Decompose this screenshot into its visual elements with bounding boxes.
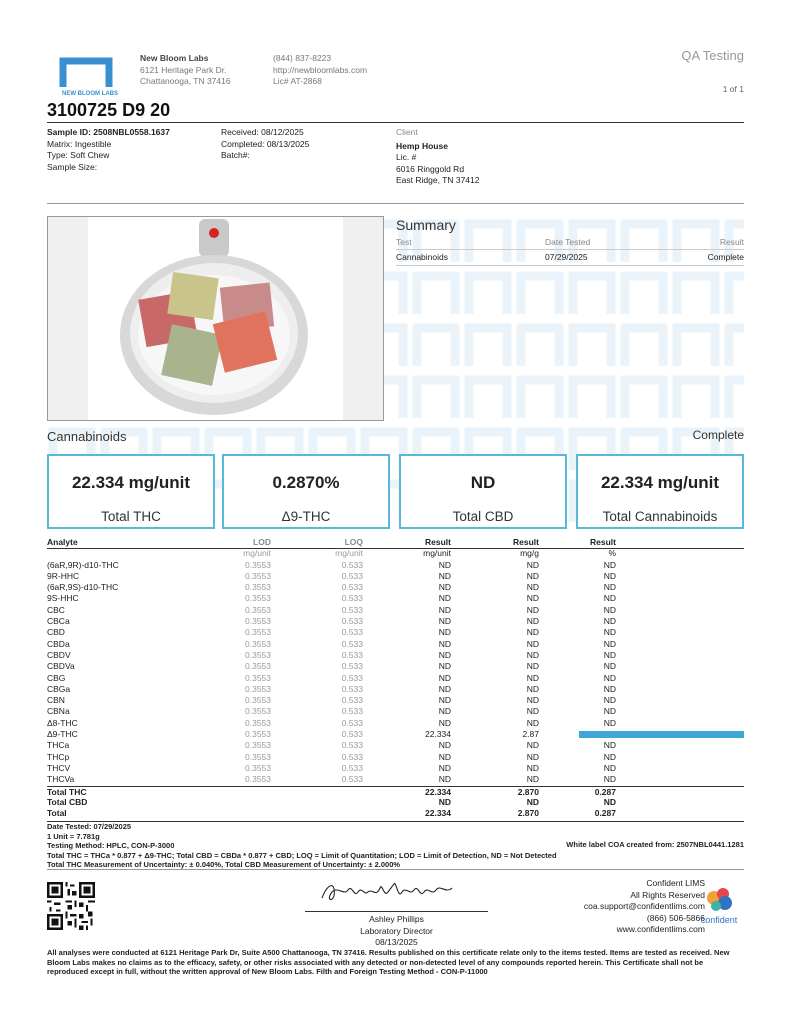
table-cell: 0.533 — [341, 729, 363, 740]
table-cell: LOQ — [344, 537, 363, 547]
sample-matrix: Matrix: Ingestible — [47, 138, 112, 149]
table-cell: ND — [603, 604, 616, 615]
card-value: 22.334 mg/unit — [71, 473, 191, 492]
table-cell: 0.3553 — [245, 638, 271, 649]
table-cell: 0.3553 — [245, 740, 271, 751]
table-row — [47, 605, 744, 616]
table-cell: 0.3553 — [245, 751, 271, 762]
table-cell: Result — [513, 537, 539, 547]
completed-date: Completed: 08/13/2025 — [221, 138, 310, 149]
table-cell: ND — [603, 559, 616, 570]
table-cell: ND — [603, 582, 616, 593]
table-cell: 0.3553 — [245, 661, 271, 672]
white-label-note: White label COA created from: 2507NBL0441.1281 — [566, 840, 744, 849]
table-cell: ND — [526, 616, 539, 627]
test-notes — [47, 822, 557, 870]
table-cell: 9R-HHC — [47, 570, 80, 581]
table-cell: 0.533 — [341, 604, 363, 615]
table-cell: 2.870 — [517, 808, 539, 819]
table-row — [47, 740, 744, 751]
table-cell: ND — [603, 706, 616, 717]
table-row — [47, 673, 744, 684]
table-cell: ND — [526, 751, 539, 762]
table-cell: ND — [603, 762, 616, 773]
table-row — [47, 571, 744, 582]
table-cell: 0.3553 — [245, 672, 271, 683]
table-cell: ND — [526, 762, 539, 773]
table-cell: (6aR,9S)-d10-THC — [47, 582, 119, 593]
table-cell: ND — [526, 661, 539, 672]
table-cell: 9S-HHC — [47, 593, 79, 604]
table-cell: Δ9-THC — [47, 729, 78, 740]
table-row — [47, 763, 744, 774]
table-cell: 0.533 — [341, 695, 363, 706]
table-cell: 0.3553 — [245, 582, 271, 593]
sample-type: Type: Soft Chew — [47, 150, 110, 160]
table-row — [47, 627, 744, 638]
signature-icon — [318, 878, 458, 906]
table-cell: mg/g — [520, 548, 539, 559]
table-cell: Total CBD — [47, 796, 88, 807]
summary-test: Cannabinoids — [396, 252, 448, 262]
table-cell: ND — [438, 559, 451, 570]
table-row — [47, 718, 744, 729]
table-cell: 0.3553 — [245, 695, 271, 706]
table-cell: ND — [603, 796, 616, 807]
table-cell: ND — [526, 706, 539, 717]
summary-title: Summary — [396, 217, 456, 233]
table-cell: 0.287 — [594, 808, 616, 819]
table-cell: 0.3553 — [245, 717, 271, 728]
table-cell: 0.533 — [341, 774, 363, 785]
table-cell: 0.533 — [341, 616, 363, 627]
logo-text: NEW BLOOM LABS — [62, 91, 118, 97]
uncertainty-note: Total THC Measurement of Uncertainty: ± 0.040%, Total CBD Measurement of Uncertainty: ± 2.000% — [47, 860, 401, 869]
card-value: ND — [470, 473, 496, 492]
table-row — [47, 582, 744, 593]
table-cell: ND — [603, 616, 616, 627]
table-cell: ND — [438, 683, 451, 694]
table-cell: CBDa — [47, 638, 70, 649]
table-cell: ND — [603, 717, 616, 728]
table-cell: 0.533 — [341, 638, 363, 649]
client-address2: East Ridge, TN 37412 — [396, 175, 480, 185]
table-cell: 0.533 — [341, 570, 363, 581]
table-row — [47, 729, 744, 740]
table-row — [47, 661, 744, 672]
summary-col-test: Test — [396, 237, 412, 247]
table-cell: 0.533 — [341, 582, 363, 593]
table-cell: 22.334 — [425, 729, 451, 740]
table-row — [47, 706, 744, 717]
table-cell: CBDVa — [47, 661, 75, 672]
table-cell: THCV — [47, 762, 71, 773]
lims-name: Confident LIMS — [646, 878, 705, 888]
table-cell: Result — [425, 537, 451, 547]
card-value: 22.334 mg/unit — [600, 473, 720, 492]
table-cell: ND — [603, 627, 616, 638]
table-cell: ND — [438, 627, 451, 638]
table-total-row — [47, 786, 744, 797]
table-total-row — [47, 808, 744, 819]
sample-size: Sample Size: — [47, 161, 98, 172]
table-cell: 0.3553 — [245, 729, 271, 740]
summary-col-date: Date Tested — [545, 237, 591, 247]
table-cell: 0.533 — [341, 627, 363, 638]
table-cell: Total — [47, 808, 67, 819]
card-label: Total Cannabinoids — [602, 509, 718, 524]
table-cell: ND — [438, 593, 451, 604]
lab-logo-icon — [47, 57, 133, 97]
table-cell: ND — [526, 695, 539, 706]
table-cell: ND — [526, 796, 539, 807]
table-cell: ND — [526, 649, 539, 660]
table-cell: 2.87 — [522, 729, 539, 740]
table-row — [47, 774, 744, 785]
cannabinoids-status: Complete — [692, 428, 744, 442]
table-cell: CBNa — [47, 706, 70, 717]
lab-name: New Bloom Labs — [140, 53, 209, 63]
table-cell: LOD — [253, 537, 271, 547]
table-cell: THCp — [47, 751, 70, 762]
table-cell: 0.3553 — [245, 559, 271, 570]
card-label: Total THC — [101, 509, 161, 524]
table-cell: CBC — [47, 604, 65, 615]
table-cell: ND — [438, 796, 451, 807]
table-total-row — [47, 797, 744, 808]
card-label: Δ9-THC — [281, 509, 331, 524]
footer-divider — [47, 869, 744, 870]
received-date: Received: 08/12/2025 — [221, 127, 304, 137]
table-cell: ND — [603, 638, 616, 649]
table-cell: Δ8-THC — [47, 717, 78, 728]
table-cell: 0.533 — [341, 762, 363, 773]
confident-logo-text: confident — [700, 915, 738, 925]
table-cell: 0.3553 — [245, 570, 271, 581]
table-cell: ND — [603, 695, 616, 706]
lims-phone: (866) 506-5866 — [646, 912, 705, 923]
table-cell: ND — [526, 717, 539, 728]
sample-id: Sample ID: 2508NBL0558.1637 — [47, 127, 170, 137]
lab-phone: (844) 837-8223 — [273, 53, 332, 63]
table-cell: 0.533 — [341, 649, 363, 660]
table-cell: ND — [526, 638, 539, 649]
lab-website: http://newbloomlabs.com — [273, 64, 368, 75]
table-cell: 0.533 — [341, 672, 363, 683]
table-cell: ND — [438, 661, 451, 672]
table-cell: ND — [438, 604, 451, 615]
table-cell: ND — [438, 616, 451, 627]
summary-rule-bottom — [396, 265, 744, 266]
table-cell: ND — [526, 683, 539, 694]
table-cell: ND — [603, 751, 616, 762]
table-cell: ND — [526, 604, 539, 615]
summary-result: Complete — [707, 252, 744, 262]
card-total-thc — [47, 454, 215, 529]
table-cell: ND — [526, 672, 539, 683]
table-cell: 0.533 — [341, 751, 363, 762]
table-cell: ND — [603, 661, 616, 672]
table-cell: ND — [526, 582, 539, 593]
table-cell: 0.533 — [341, 683, 363, 694]
table-row — [47, 684, 744, 695]
lims-info — [584, 878, 705, 936]
table-row — [47, 639, 744, 650]
table-row — [47, 616, 744, 627]
table-cell: 0.3553 — [245, 683, 271, 694]
table-cell: 2.870 — [517, 786, 539, 797]
table-cell: ND — [526, 627, 539, 638]
table-cell: 0.3553 — [245, 706, 271, 717]
table-cell: ND — [438, 570, 451, 581]
card-value: 0.2870% — [272, 473, 340, 492]
results-table — [47, 537, 744, 819]
card-total-cannabinoids — [576, 454, 744, 529]
table-cell: ND — [603, 740, 616, 751]
table-cell: ND — [438, 762, 451, 773]
testing-method: Testing Method: HPLC, CON-P-3000 — [47, 841, 175, 850]
table-cell: CBD — [47, 627, 65, 638]
table-cell: ND — [438, 649, 451, 660]
summary-col-result: Result — [719, 237, 744, 247]
qr-code-icon[interactable] — [47, 882, 95, 930]
table-cell: ND — [438, 582, 451, 593]
card-total-cbd — [399, 454, 567, 529]
table-cell: ND — [526, 593, 539, 604]
confident-logo-icon — [694, 884, 744, 928]
lab-info — [140, 53, 231, 88]
table-cell: 22.334 — [425, 808, 451, 819]
table-cell: 22.334 — [425, 786, 451, 797]
lab-address-line1: 6121 Heritage Park Dr. — [140, 64, 227, 75]
table-cell: mg/unit — [423, 548, 451, 559]
table-cell: THCa — [47, 740, 70, 751]
table-cell: ND — [438, 695, 451, 706]
lims-email[interactable]: coa.support@confidentlims.com — [583, 901, 705, 911]
client-name: Hemp House — [396, 140, 448, 151]
table-cell: 0.3553 — [245, 593, 271, 604]
table-cell: 0.533 — [341, 593, 363, 604]
card-d9-thc — [222, 454, 390, 529]
summary-header — [396, 237, 744, 249]
table-cell: CBDV — [47, 649, 71, 660]
date-tested: Date Tested: 07/29/2025 — [47, 822, 132, 831]
table-cell: 0.3553 — [245, 627, 271, 638]
table-cell: ND — [603, 683, 616, 694]
table-cell: ND — [603, 774, 616, 785]
page-number: 1 of 1 — [722, 84, 744, 94]
table-cell: 0.533 — [341, 717, 363, 728]
table-cell: 0.533 — [341, 706, 363, 717]
table-cell: CBN — [47, 695, 65, 706]
lab-license: Lic# AT-2868 — [273, 76, 322, 86]
card-label: Total CBD — [452, 509, 514, 524]
table-cell: ND — [438, 706, 451, 717]
table-cell: % — [608, 548, 616, 559]
page-title: 3100725 D9 20 — [47, 100, 171, 120]
table-cell: mg/unit — [335, 548, 363, 559]
table-cell: 0.3553 — [245, 604, 271, 615]
sample-divider — [47, 203, 744, 204]
result-bar — [579, 731, 744, 738]
table-cell: ND — [603, 593, 616, 604]
table-cell: ND — [438, 672, 451, 683]
table-cell: 0.533 — [341, 661, 363, 672]
table-cell: 0.533 — [341, 740, 363, 751]
lims-rights: All Rights Reserved — [630, 889, 705, 900]
table-cell: ND — [603, 649, 616, 660]
table-cell: ND — [526, 774, 539, 785]
table-cell: ND — [603, 672, 616, 683]
table-cell: CBG — [47, 672, 66, 683]
signatory-name: Ashley Phillips — [369, 914, 424, 924]
table-cell: CBGa — [47, 683, 71, 694]
table-cell: ND — [526, 559, 539, 570]
table-cell: ND — [438, 638, 451, 649]
signatory — [305, 914, 488, 949]
table-cell: ND — [438, 740, 451, 751]
table-row — [47, 752, 744, 763]
table-cell: mg/unit — [243, 548, 271, 559]
table-cell: ND — [526, 740, 539, 751]
table-cell: ND — [526, 570, 539, 581]
table-cell: (6aR,9R)-d10-THC — [47, 559, 119, 570]
signature-line — [305, 911, 488, 912]
table-cell: 0.3553 — [245, 616, 271, 627]
table-cell: Result — [590, 537, 616, 547]
table-row — [47, 593, 744, 604]
table-cell: 0.287 — [594, 786, 616, 797]
table-cell: ND — [438, 774, 451, 785]
client-address1: 6016 Ringgold Rd — [396, 163, 465, 174]
lab-address-line2: Chattanooga, TN 37416 — [140, 76, 231, 86]
client-license: Lic. # — [396, 152, 417, 162]
table-cell: CBCa — [47, 616, 70, 627]
table-cell: THCVa — [47, 774, 75, 785]
table-cell: 0.3553 — [245, 649, 271, 660]
disclaimer: All analyses were conducted at 6121 Heritage Park Dr, Suite A500 Chattanooga, TN 37416. Results published on this certificate relate only to the items tested. Items are tested as received. New Bloom Labs makes no claims as to the efficacy, safety, or other risks associated with any detected or non-detected level of any compounds reported herein. This Certificate shall not be reproduced except in full, without the written approval of New Bloom Labs. Filth and Foreign Testing Method - CON-P-11000 — [47, 948, 730, 976]
table-units-row — [47, 548, 744, 559]
summary-rule — [396, 249, 744, 250]
sample-dates — [221, 127, 309, 162]
doc-type: QA Testing — [681, 48, 744, 63]
summary-date: 07/29/2025 — [545, 252, 588, 262]
table-header-row — [47, 537, 744, 548]
table-cell: ND — [438, 751, 451, 762]
cannabinoids-title: Cannabinoids — [47, 429, 127, 444]
table-cell: 0.3553 — [245, 774, 271, 785]
lims-website[interactable]: www.confidentlims.com — [616, 924, 705, 934]
summary-row — [396, 252, 744, 264]
unit-weight: 1 Unit = 7.781g — [47, 831, 100, 841]
sample-photo — [47, 216, 384, 421]
sample-info — [47, 127, 170, 173]
signatory-title: Laboratory Director — [360, 925, 433, 936]
table-row — [47, 560, 744, 571]
table-cell: ND — [603, 570, 616, 581]
table-row — [47, 650, 744, 661]
table-row — [47, 695, 744, 706]
signatory-date: 08/13/2025 — [375, 937, 418, 947]
table-cell: Total THC — [47, 786, 87, 797]
formula-note: Total THC = THCa * 0.877 + Δ9-THC; Total CBD = CBDa * 0.877 + CBD; LOQ = Limit of Quantitation; LOD = Limit of Detection, ND = Not Detected — [47, 850, 557, 860]
batch-number: Batch#: — [221, 150, 250, 160]
client-info — [396, 127, 479, 187]
lab-contact — [273, 53, 367, 88]
table-cell: 0.3553 — [245, 762, 271, 773]
header-divider — [47, 122, 744, 123]
table-cell: Analyte — [47, 537, 78, 547]
table-cell: ND — [438, 717, 451, 728]
client-label: Client — [396, 127, 418, 137]
sample-photo-image — [48, 217, 384, 421]
table-cell: 0.533 — [341, 559, 363, 570]
